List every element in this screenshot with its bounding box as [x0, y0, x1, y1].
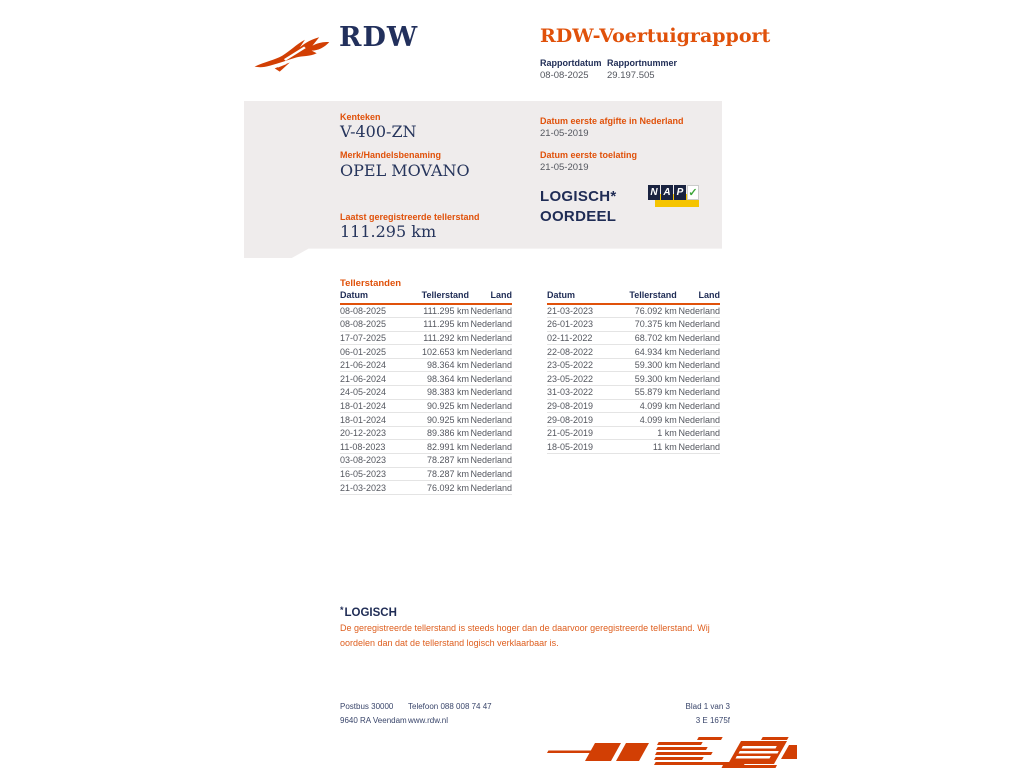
- cell-land: Nederland: [678, 387, 720, 398]
- cell-tellerstand: 98.364 km: [409, 358, 469, 372]
- col-header-datum: Datum: [340, 290, 409, 304]
- cell-tellerstand: 98.383 km: [409, 386, 469, 400]
- cell-datum: 21-03-2023: [547, 304, 616, 318]
- table-row: [340, 386, 512, 400]
- cell-datum: 06-01-2025: [340, 345, 409, 359]
- col-header-datum: Datum: [547, 290, 616, 304]
- mileage-table-left: [340, 290, 512, 495]
- col-header-tellerstand: Tellerstand: [616, 290, 677, 304]
- cell-tellerstand: 111.295 km: [409, 318, 469, 332]
- merk-label: Merk/Handelsbenaming: [340, 150, 442, 160]
- cell-land: Nederland: [470, 332, 512, 343]
- cell-tellerstand: 90.925 km: [409, 399, 469, 413]
- col-header-tellerstand: Tellerstand: [409, 290, 469, 304]
- toelating-value: 21-05-2019: [540, 162, 589, 173]
- cell-datum: 18-01-2024: [340, 399, 409, 413]
- col-header-land: Land: [469, 290, 512, 304]
- cell-land: Nederland: [470, 400, 512, 411]
- merk-value: OPEL MOVANO: [340, 161, 470, 180]
- cell-tellerstand: 55.879 km: [616, 386, 677, 400]
- tellerstanden-title: Tellerstanden: [340, 278, 402, 289]
- cell-tellerstand: 59.300 km: [616, 372, 677, 386]
- table-row: [547, 318, 720, 332]
- cell-tellerstand: 4.099 km: [616, 413, 677, 427]
- cell-land: Nederland: [678, 373, 720, 384]
- cell-land: Nederland: [470, 428, 512, 439]
- rdw-wordmark: RDW: [339, 22, 419, 53]
- table-header-row: [547, 290, 720, 304]
- cell-datum: 16-05-2023: [340, 467, 409, 481]
- footer-address-line1: Postbus 30000: [340, 702, 394, 711]
- oordeel-line2: OORDEEL: [540, 208, 617, 225]
- tellerstand-label: Laatst geregistreerde tellerstand: [340, 212, 480, 222]
- cell-datum: 23-05-2022: [547, 358, 616, 372]
- table-row: [547, 386, 720, 400]
- mileage-table-right: [547, 290, 720, 454]
- cell-datum: 31-03-2022: [547, 386, 616, 400]
- table-row: [340, 358, 512, 372]
- footer-form-code: 3 E 1675f: [695, 716, 730, 725]
- table-row: [547, 304, 720, 318]
- cell-tellerstand: 102.653 km: [409, 345, 469, 359]
- judgement-star: *: [340, 605, 344, 615]
- table-row: [340, 454, 512, 468]
- cell-land: Nederland: [470, 414, 512, 425]
- table-row: [340, 467, 512, 481]
- cell-tellerstand: 89.386 km: [409, 426, 469, 440]
- cell-land: Nederland: [678, 441, 720, 452]
- cell-land: Nederland: [469, 304, 512, 318]
- cell-tellerstand: 78.287 km: [409, 454, 469, 468]
- cell-tellerstand: 82.991 km: [409, 440, 469, 454]
- nap-check-icon: ✓: [688, 187, 698, 199]
- footer-phone: Telefoon 088 008 74 47: [408, 702, 492, 711]
- cell-tellerstand: 76.092 km: [409, 481, 469, 495]
- judgement-heading-text: LOGISCH: [344, 607, 397, 619]
- cell-tellerstand: 111.295 km: [409, 304, 469, 318]
- cell-land: Nederland: [678, 400, 720, 411]
- report-number-label: Rapportnummer: [607, 58, 678, 68]
- kenteken-label: Kenteken: [340, 112, 381, 122]
- cell-land: Nederland: [470, 387, 512, 398]
- cell-datum: 24-05-2024: [340, 386, 409, 400]
- cell-tellerstand: 70.375 km: [616, 318, 677, 332]
- cell-land: Nederland: [678, 319, 720, 330]
- cell-land: Nederland: [470, 373, 512, 384]
- table-row: [547, 358, 720, 372]
- table-row: [547, 440, 720, 454]
- cell-datum: 23-05-2022: [547, 372, 616, 386]
- cell-tellerstand: 111.292 km: [409, 331, 469, 345]
- cell-land: Nederland: [678, 414, 720, 425]
- cell-datum: 18-01-2024: [340, 413, 409, 427]
- cell-datum: 21-03-2023: [340, 481, 409, 495]
- report-title: RDW-Voertuigrapport: [540, 25, 771, 47]
- table-row: [547, 426, 720, 440]
- report-number-value: 29.197.505: [607, 70, 655, 81]
- cell-land: Nederland: [470, 468, 512, 479]
- nap-letter-p: P: [674, 185, 686, 200]
- judgement-heading: [340, 605, 397, 619]
- col-header-land: Land: [677, 290, 720, 304]
- report-date-label: Rapportdatum: [540, 58, 602, 68]
- report-date-value: 08-08-2025: [540, 70, 589, 81]
- nap-logo: [648, 185, 700, 210]
- cell-datum: 11-08-2023: [340, 440, 409, 454]
- table-row: [340, 481, 512, 495]
- cell-datum: 08-08-2025: [340, 304, 409, 318]
- cell-land: Nederland: [470, 441, 512, 452]
- cell-land: Nederland: [678, 428, 720, 439]
- table-row: [340, 426, 512, 440]
- cell-tellerstand: 4.099 km: [616, 399, 677, 413]
- table-header-row: [340, 290, 512, 304]
- table-row: [547, 372, 720, 386]
- table-row: [547, 399, 720, 413]
- cell-land: Nederland: [470, 455, 512, 466]
- footer-wing-pattern-icon: [545, 737, 797, 768]
- cell-tellerstand: 76.092 km: [616, 304, 677, 318]
- table-row: [340, 304, 512, 318]
- cell-land: Nederland: [677, 304, 720, 318]
- cell-datum: 20-12-2023: [340, 426, 409, 440]
- footer-website: www.rdw.nl: [408, 716, 449, 725]
- cell-datum: 21-05-2019: [547, 426, 616, 440]
- oordeel-line1: LOGISCH*: [540, 188, 617, 205]
- cell-land: Nederland: [470, 482, 512, 493]
- cell-tellerstand: 98.364 km: [409, 372, 469, 386]
- nap-letter-a: A: [661, 185, 673, 200]
- table-row: [340, 372, 512, 386]
- cell-tellerstand: 68.702 km: [616, 331, 677, 345]
- cell-datum: 03-08-2023: [340, 454, 409, 468]
- afgifte-label: Datum eerste afgifte in Nederland: [540, 116, 684, 126]
- cell-datum: 02-11-2022: [547, 331, 616, 345]
- toelating-label: Datum eerste toelating: [540, 150, 638, 160]
- tellerstand-value: 111.295 km: [340, 222, 437, 241]
- cell-land: Nederland: [678, 360, 720, 371]
- table-row: [340, 318, 512, 332]
- cell-tellerstand: 78.287 km: [409, 467, 469, 481]
- table-row: [340, 331, 512, 345]
- table-row: [340, 440, 512, 454]
- rdw-eagle-logo-icon: [252, 24, 336, 74]
- cell-datum: 21-06-2024: [340, 358, 409, 372]
- cell-datum: 08-08-2025: [340, 318, 409, 332]
- table-row: [547, 331, 720, 345]
- cell-datum: 22-08-2022: [547, 345, 616, 359]
- cell-land: Nederland: [678, 346, 720, 357]
- cell-tellerstand: 59.300 km: [616, 358, 677, 372]
- table-row: [340, 413, 512, 427]
- table-row: [340, 345, 512, 359]
- cell-tellerstand: 11 km: [616, 440, 677, 454]
- footer-page-indicator: Blad 1 van 3: [685, 702, 730, 711]
- cell-land: Nederland: [470, 360, 512, 371]
- cell-datum: 18-05-2019: [547, 440, 616, 454]
- cell-land: Nederland: [470, 319, 512, 330]
- kenteken-value: V-400-ZN: [340, 122, 417, 141]
- table-row: [547, 345, 720, 359]
- cell-datum: 26-01-2023: [547, 318, 616, 332]
- oordeel-text: [540, 187, 617, 226]
- table-row: [340, 399, 512, 413]
- cell-datum: 29-08-2019: [547, 399, 616, 413]
- cell-land: Nederland: [678, 332, 720, 343]
- cell-datum: 29-08-2019: [547, 413, 616, 427]
- cell-tellerstand: 64.934 km: [616, 345, 677, 359]
- cell-datum: 21-06-2024: [340, 372, 409, 386]
- table-row: [547, 413, 720, 427]
- afgifte-value: 21-05-2019: [540, 128, 589, 139]
- cell-tellerstand: 1 km: [616, 426, 677, 440]
- cell-land: Nederland: [470, 346, 512, 357]
- cell-tellerstand: 90.925 km: [409, 413, 469, 427]
- footer-address-line2: 9640 RA Veendam: [340, 716, 407, 725]
- judgement-body-text: De geregistreerde tellerstand is steeds hoger dan de daarvoor geregistreerde tellerstand. Wij oordelen dan dat de tellerstand logisch verklaarbaar is.: [340, 623, 710, 648]
- cell-datum: 17-07-2025: [340, 331, 409, 345]
- nap-letter-n: N: [648, 185, 660, 200]
